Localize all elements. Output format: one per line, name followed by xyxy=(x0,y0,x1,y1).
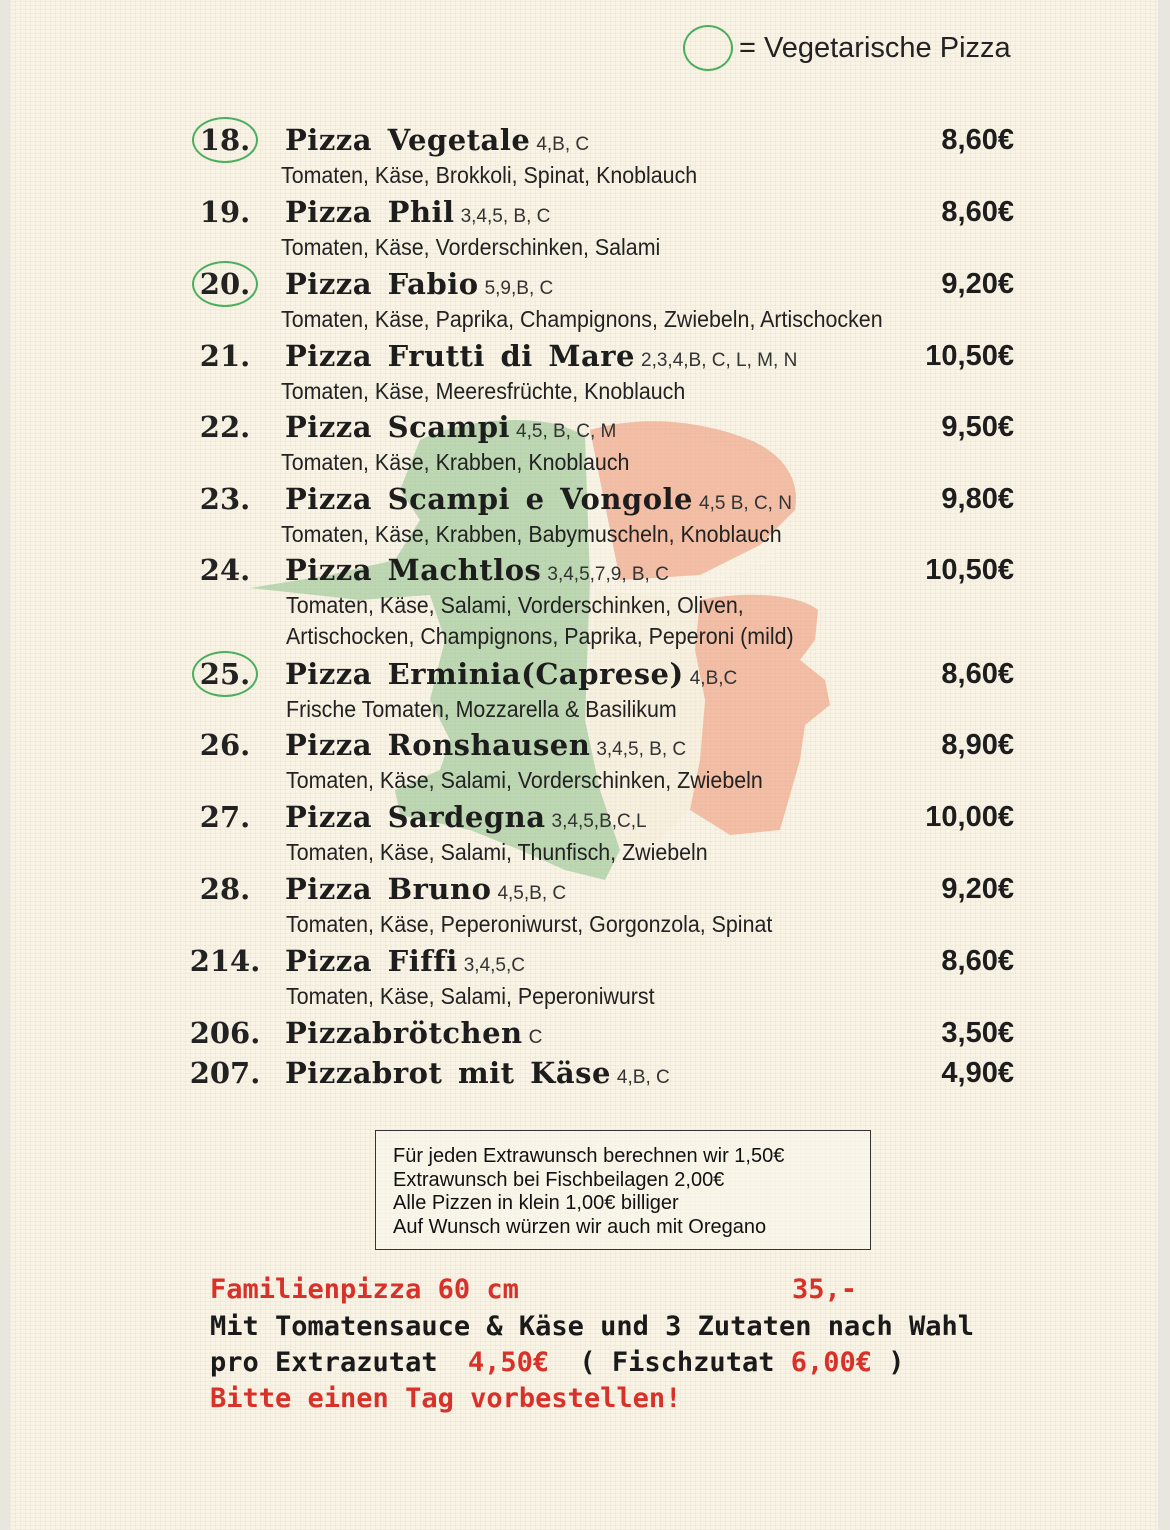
item-name: Pizza Frutti di Mare xyxy=(285,339,636,373)
item-name: Pizza Bruno xyxy=(285,872,492,906)
vegetarian-circle-icon xyxy=(683,25,733,71)
item-number: 21. xyxy=(199,339,251,373)
item-title xyxy=(285,1050,670,1096)
item-description: Artischocken, Champignons, Paprika, Peperoni (mild) xyxy=(286,623,794,649)
item-price: 10,00€ xyxy=(925,801,1014,833)
item-number: 206. xyxy=(189,1016,261,1050)
item-price: 4,90€ xyxy=(941,1057,1014,1089)
family-pizza-description: Mit Tomatensauce & Käse und 3 Zutaten nach Wahl xyxy=(210,1311,975,1342)
note-line: Für jeden Extrawunsch berechnen wir 1,50€ xyxy=(393,1145,785,1167)
item-additives: 3,4,5, B, C xyxy=(596,739,687,760)
item-price: 9,80€ xyxy=(941,483,1014,515)
item-description: Tomaten, Käse, Peperoniwurst, Gorgonzola, Spinat xyxy=(286,911,773,937)
item-number-vegetarian: 25. xyxy=(192,651,258,697)
item-price: 10,50€ xyxy=(925,554,1014,586)
item-additives: 4,5 B, C, N xyxy=(699,493,792,514)
item-name: Pizza Machtlos xyxy=(285,553,542,587)
item-title xyxy=(285,189,550,235)
item-number: 22. xyxy=(199,410,251,444)
item-additives: 4,5,B, C xyxy=(497,883,567,904)
item-description: Tomaten, Käse, Salami, Vorderschinken, Zwiebeln xyxy=(286,767,763,793)
item-additives: 3,4,5,B,C,L xyxy=(551,811,647,832)
item-description: Tomaten, Käse, Krabben, Knoblauch xyxy=(281,449,630,475)
item-number: 26. xyxy=(199,728,251,762)
item-title xyxy=(285,476,792,522)
item-description: Tomaten, Käse, Salami, Peperoniwurst xyxy=(286,983,655,1009)
item-additives: 3,4,5,7,9, B, C xyxy=(547,564,669,585)
item-additives: 4,B,C xyxy=(689,668,738,689)
item-description: Tomaten, Käse, Krabben, Babymuscheln, Knoblauch xyxy=(281,521,782,547)
item-title xyxy=(285,794,647,840)
item-price: 8,60€ xyxy=(941,658,1014,690)
item-price: 8,90€ xyxy=(941,729,1014,761)
fish-extra-price: 6,00€ xyxy=(790,1347,873,1378)
fish-extra-label: ( Fischzutat xyxy=(579,1347,775,1378)
extra-price: 4,50€ xyxy=(467,1347,550,1378)
item-name: Pizzabrötchen xyxy=(285,1016,523,1050)
item-additives: 5,9,B, C xyxy=(484,278,554,299)
extra-label: pro Extrazutat xyxy=(210,1347,438,1378)
note-line: Extrawunsch bei Fischbeilagen 2,00€ xyxy=(393,1168,725,1191)
item-number: 23. xyxy=(199,482,251,516)
family-pizza-price: 35,- xyxy=(792,1274,858,1305)
note-line: Auf Wunsch würzen wir auch mit Oregano xyxy=(393,1215,767,1238)
item-name: Pizza Ronshausen xyxy=(285,728,591,762)
item-title xyxy=(285,117,589,163)
item-number: 24. xyxy=(199,553,251,587)
item-title xyxy=(285,938,525,984)
item-name: Pizza Scampi e Vongole xyxy=(285,482,694,516)
item-additives: 4,B, C xyxy=(536,134,590,155)
item-description: Tomaten, Käse, Vorderschinken, Salami xyxy=(281,234,661,260)
fish-extra-close: ) xyxy=(888,1347,905,1378)
item-additives: C xyxy=(528,1027,543,1048)
item-price: 9,50€ xyxy=(941,411,1014,443)
item-name: Pizza Erminia(Caprese) xyxy=(285,657,684,691)
item-name: Pizzabrot mit Käse xyxy=(285,1056,611,1090)
extras-notes-box xyxy=(375,1130,871,1250)
item-description: Tomaten, Käse, Paprika, Champignons, Zwiebeln, Artischocken xyxy=(281,306,883,332)
legend-label: = Vegetarische Pizza xyxy=(739,31,1011,64)
item-name: Pizza Scampi xyxy=(285,410,511,444)
item-name: Pizza Vegetale xyxy=(285,123,531,157)
family-pizza-extra-prices xyxy=(210,1347,905,1378)
item-title xyxy=(285,404,616,450)
item-name: Pizza Phil xyxy=(285,195,455,229)
item-price: 10,50€ xyxy=(925,340,1014,372)
item-number-vegetarian: 18. xyxy=(192,117,258,163)
item-additives: 3,4,5,C xyxy=(463,955,525,976)
family-pizza-title: Familienpizza 60 cm xyxy=(210,1274,519,1305)
note-line: Alle Pizzen in klein 1,00€ billiger xyxy=(393,1192,679,1214)
item-additives: 4,5, B, C, M xyxy=(516,421,617,442)
item-price: 8,60€ xyxy=(941,196,1014,228)
item-name: Pizza Fiffi xyxy=(285,944,458,978)
item-additives: 2,3,4,B, C, L, M, N xyxy=(641,350,798,371)
item-title xyxy=(285,866,566,912)
vegetarian-legend xyxy=(683,24,1011,72)
item-number: 214. xyxy=(189,944,261,978)
preorder-note: Bitte einen Tag vorbestellen! xyxy=(210,1383,682,1414)
item-title xyxy=(285,261,553,307)
item-additives: 3,4,5, B, C xyxy=(460,206,551,227)
item-number: 27. xyxy=(199,800,251,834)
item-number: 207. xyxy=(189,1056,261,1090)
item-name: Pizza Sardegna xyxy=(285,800,546,834)
item-description: Tomaten, Käse, Meeresfrüchte, Knoblauch xyxy=(281,378,686,404)
item-title xyxy=(285,333,797,379)
item-additives: 4,B, C xyxy=(616,1067,670,1088)
item-description: Tomaten, Käse, Salami, Vorderschinken, Oliven, xyxy=(286,592,744,618)
item-number-vegetarian: 20. xyxy=(192,261,258,307)
item-price: 8,60€ xyxy=(941,124,1014,156)
item-name: Pizza Fabio xyxy=(285,267,479,301)
item-price: 3,50€ xyxy=(941,1017,1014,1049)
item-title xyxy=(285,547,669,593)
item-number: 19. xyxy=(199,195,251,229)
item-number: 28. xyxy=(199,872,251,906)
item-price: 9,20€ xyxy=(941,268,1014,300)
item-description: Tomaten, Käse, Salami, Thunfisch, Zwiebeln xyxy=(286,839,708,865)
item-price: 9,20€ xyxy=(941,873,1014,905)
item-description: Frische Tomaten, Mozzarella & Basilikum xyxy=(286,696,677,722)
item-title xyxy=(285,651,737,697)
item-price: 8,60€ xyxy=(941,945,1014,977)
item-title xyxy=(285,722,686,768)
item-description: Tomaten, Käse, Brokkoli, Spinat, Knoblauch xyxy=(281,162,698,188)
